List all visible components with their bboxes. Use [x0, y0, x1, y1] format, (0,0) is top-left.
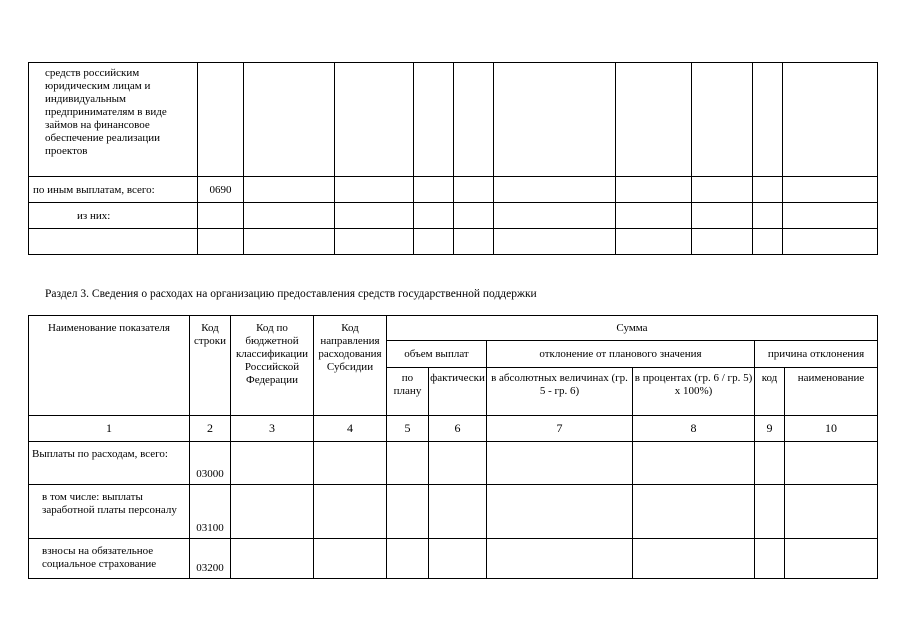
cell: [454, 203, 494, 229]
column-number: 2: [190, 416, 231, 442]
cell: [244, 177, 335, 203]
cell: [783, 229, 878, 255]
table-row: [29, 63, 878, 177]
table-row: [29, 539, 878, 579]
cell: [314, 442, 387, 485]
cell: [429, 442, 487, 485]
cell: [616, 203, 692, 229]
table-row: [29, 229, 878, 255]
cell: [429, 485, 487, 539]
cell: [387, 442, 429, 485]
cell: [335, 63, 414, 177]
header-volume: объем выплат: [387, 341, 487, 368]
header-budget-code: Код по бюджетной классификации Российской Федерации: [231, 316, 314, 416]
cell: [314, 485, 387, 539]
cell: [387, 485, 429, 539]
cell: [414, 177, 454, 203]
cell: [692, 177, 753, 203]
cell: [785, 442, 878, 485]
cell: [487, 485, 633, 539]
cell: [414, 229, 454, 255]
cell: [454, 229, 494, 255]
table-row: [29, 485, 878, 539]
row-code: [198, 229, 244, 255]
cell: [633, 442, 755, 485]
cell: [755, 442, 785, 485]
cell: [783, 63, 878, 177]
cell: [429, 539, 487, 579]
header-sum: Сумма: [387, 316, 878, 341]
support-expenses-table: [28, 315, 878, 579]
row-code: 03100: [190, 485, 231, 539]
cell: [314, 539, 387, 579]
column-numbers-row: [29, 416, 878, 442]
cell: [244, 203, 335, 229]
column-number: 6: [429, 416, 487, 442]
header-name: Наименование показателя: [29, 316, 190, 416]
cell: [487, 539, 633, 579]
table-row: [29, 177, 878, 203]
column-number: 1: [29, 416, 190, 442]
column-number: 5: [387, 416, 429, 442]
cell: [387, 539, 429, 579]
row-code: 0690: [198, 177, 244, 203]
header-row: [29, 316, 878, 341]
cell: [753, 63, 783, 177]
cell: [335, 177, 414, 203]
cell: [494, 177, 616, 203]
cell: [244, 229, 335, 255]
header-absolute: в абсолютных величинах (гр. 5 - гр. 6): [487, 368, 633, 416]
cell: [753, 177, 783, 203]
header-reason-name: наименование: [785, 368, 878, 416]
column-number: 4: [314, 416, 387, 442]
row-name: в том числе: выплаты заработной платы персоналу: [29, 485, 190, 539]
column-number: 9: [755, 416, 785, 442]
cell: [335, 229, 414, 255]
cell: [692, 229, 753, 255]
expenses-table-continued: [28, 62, 878, 255]
cell: [454, 63, 494, 177]
cell: [244, 63, 335, 177]
header-direction-code: Код направления расходования Субсидии: [314, 316, 387, 416]
cell: [616, 177, 692, 203]
cell: [783, 203, 878, 229]
cell: [785, 539, 878, 579]
cell: [785, 485, 878, 539]
cell: [487, 442, 633, 485]
header-reason: причина отклонения: [755, 341, 878, 368]
header-plan: по плану: [387, 368, 429, 416]
section-3-title: Раздел 3. Сведения о расходах на организацию предоставления средств государственной поддержки: [45, 288, 537, 300]
header-deviation: отклонение от планового значения: [487, 341, 755, 368]
cell: [783, 177, 878, 203]
cell: [633, 539, 755, 579]
column-number: 3: [231, 416, 314, 442]
row-name: по иным выплатам, всего:: [29, 177, 198, 203]
cell: [494, 63, 616, 177]
row-code: [198, 63, 244, 177]
row-name: средств российским юридическим лицам и индивидуальным предпринимателям в виде займов на финансовое обеспечение реализации проектов: [29, 63, 198, 177]
cell: [414, 203, 454, 229]
cell: [335, 203, 414, 229]
column-number: 8: [633, 416, 755, 442]
column-number: 10: [785, 416, 878, 442]
table-row: [29, 203, 878, 229]
row-code: [198, 203, 244, 229]
cell: [633, 485, 755, 539]
row-name: взносы на обязательное социальное страхование: [29, 539, 190, 579]
cell: [616, 229, 692, 255]
cell: [692, 63, 753, 177]
row-name: из них:: [29, 203, 198, 229]
header-code: Код строки: [190, 316, 231, 416]
cell: [494, 203, 616, 229]
table-row: [29, 442, 878, 485]
row-name: Выплаты по расходам, всего:: [29, 442, 190, 485]
header-percent: в процентах (гр. 6 / гр. 5) x 100%): [633, 368, 755, 416]
cell: [753, 203, 783, 229]
cell: [454, 177, 494, 203]
cell: [414, 63, 454, 177]
header-fact: фактически: [429, 368, 487, 416]
row-code: 03200: [190, 539, 231, 579]
cell: [755, 539, 785, 579]
row-name: [29, 229, 198, 255]
cell: [692, 203, 753, 229]
header-reason-code: код: [755, 368, 785, 416]
cell: [494, 229, 616, 255]
cell: [231, 539, 314, 579]
cell: [616, 63, 692, 177]
row-code: 03000: [190, 442, 231, 485]
column-number: 7: [487, 416, 633, 442]
cell: [231, 485, 314, 539]
cell: [753, 229, 783, 255]
cell: [231, 442, 314, 485]
cell: [755, 485, 785, 539]
